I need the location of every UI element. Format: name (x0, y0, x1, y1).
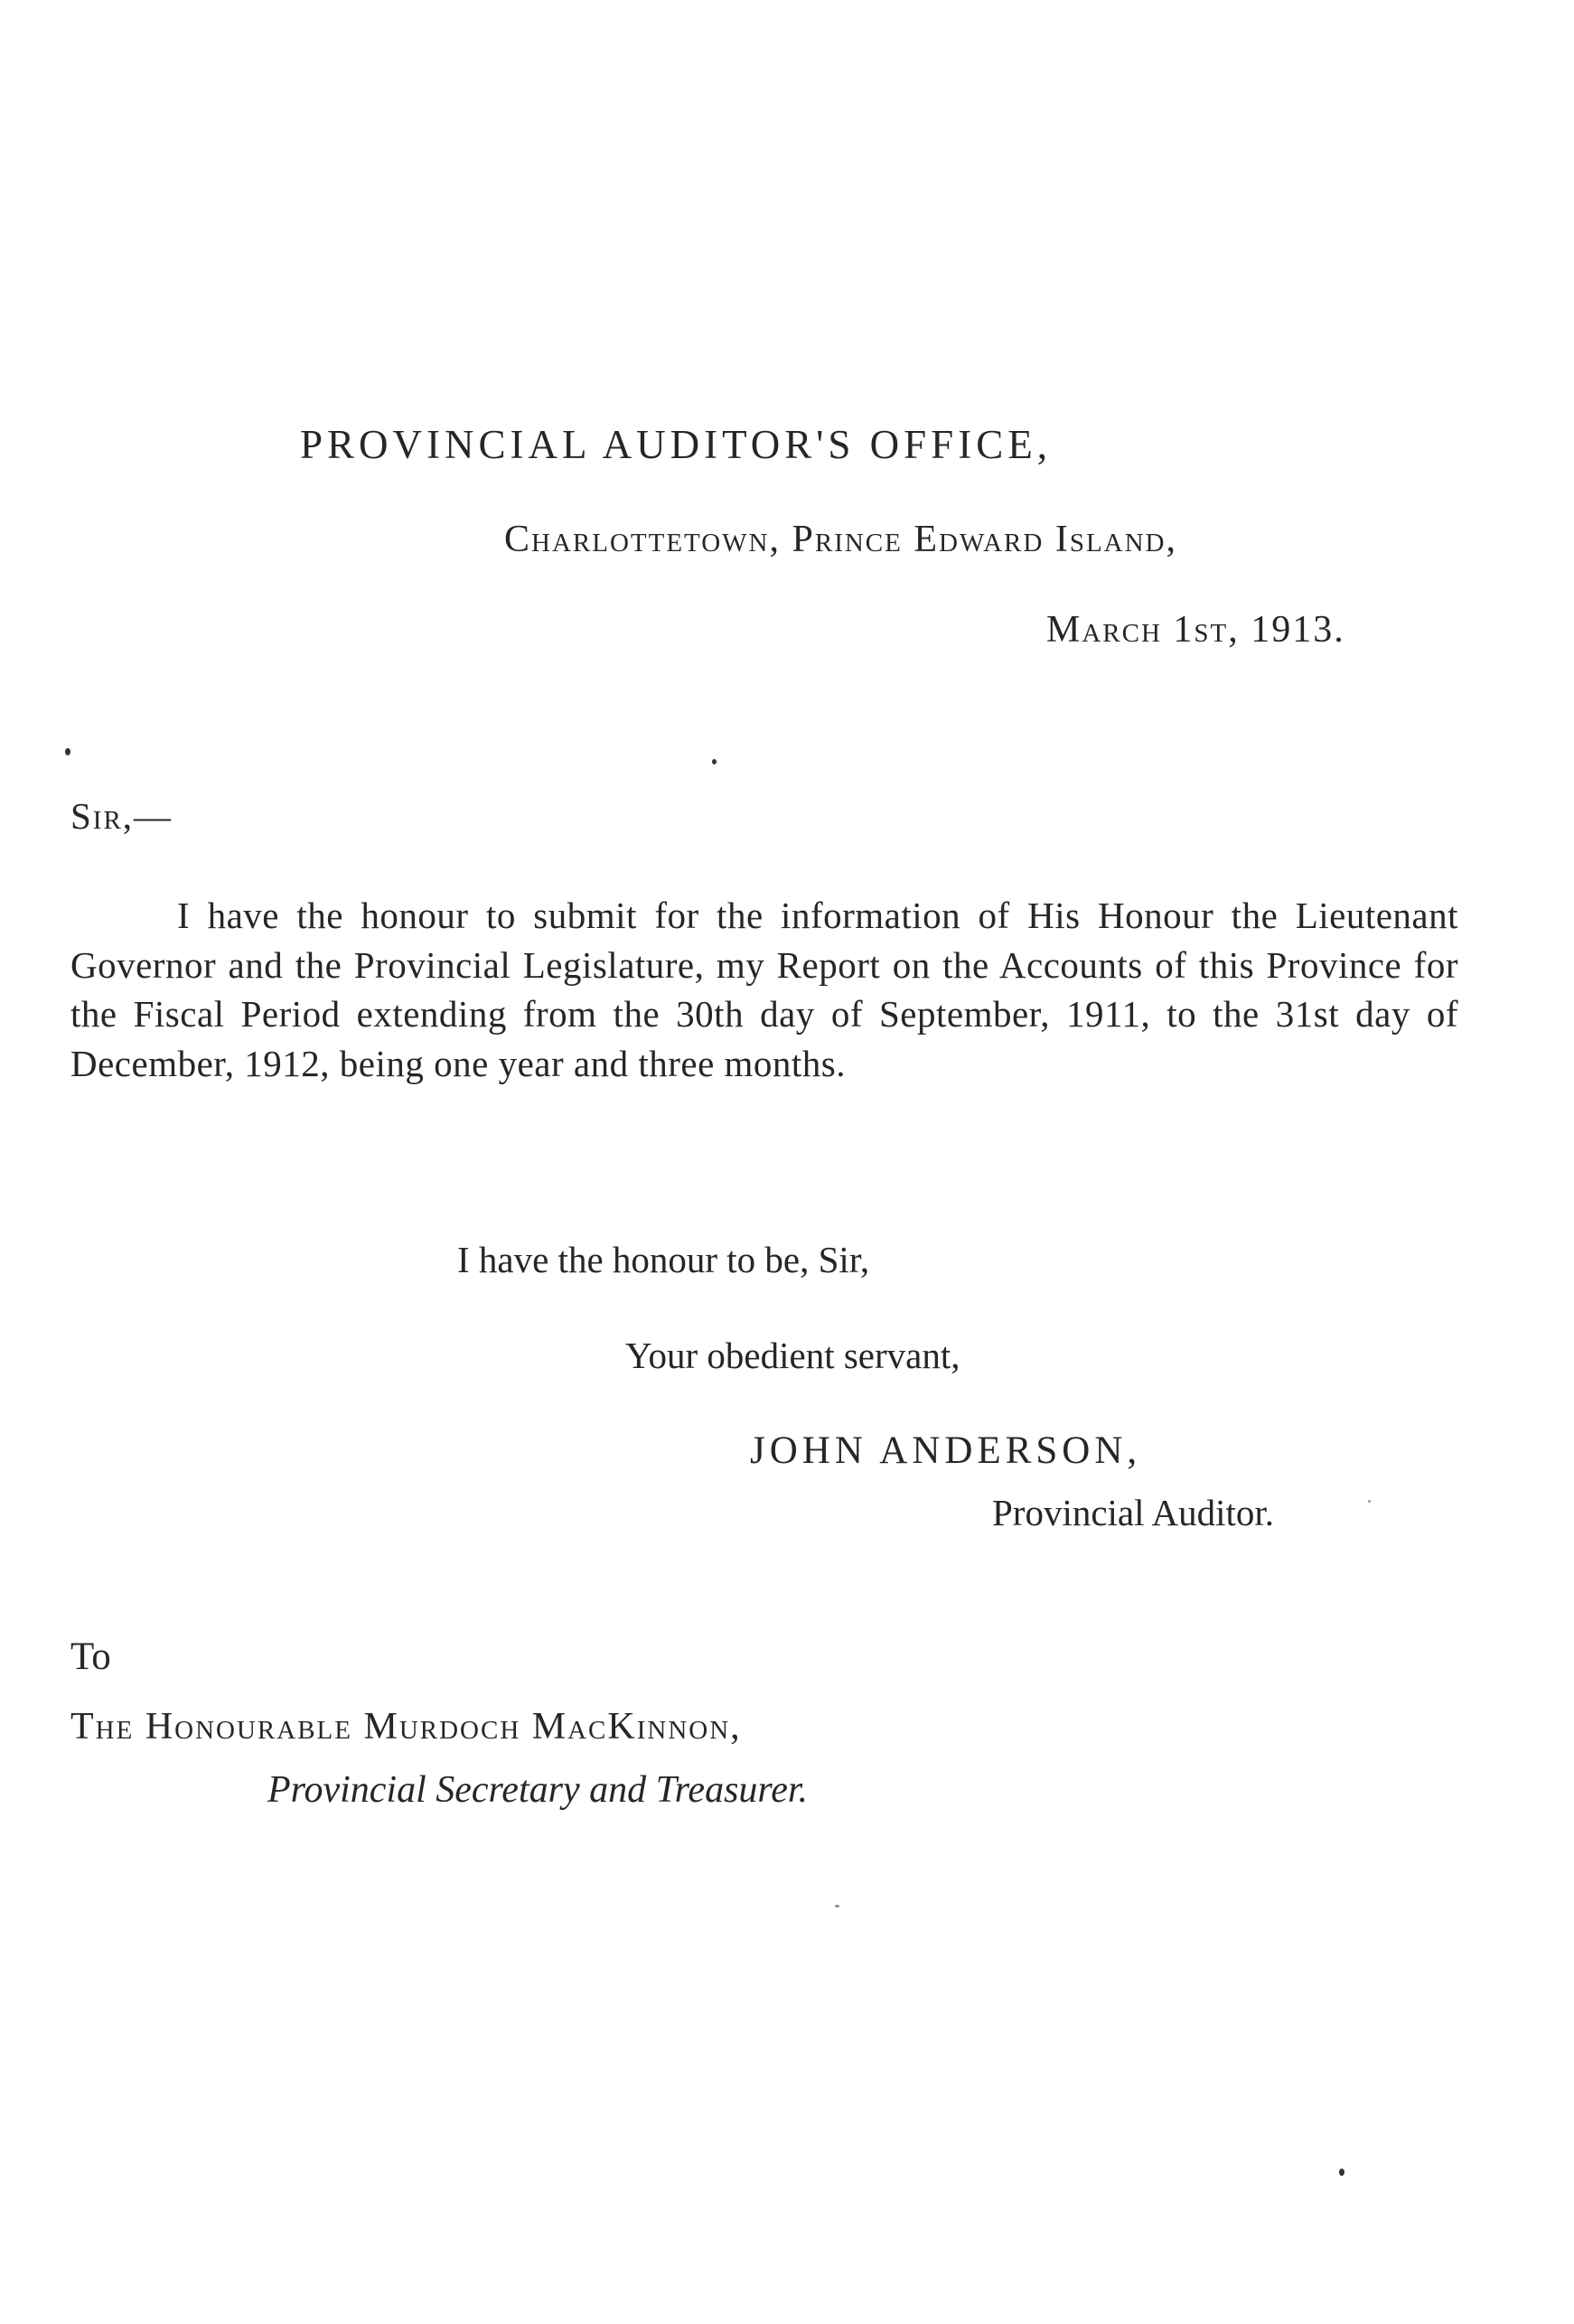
recipient-name: The Honourable Murdoch MacKinnon, (70, 1706, 742, 1748)
scan-speck (712, 759, 717, 764)
signatory-title: Provincial Auditor. (992, 1492, 1275, 1533)
body-paragraph: I have the honour to submit for the information of His Honour the Lieutenant Governor and the Provincial Legislature, my Report on the Accounts of this Province for the Fiscal Period extending from the 30th day of September, 1911, to the 31st day of December, 1912, being one year and three months. (70, 895, 1458, 1084)
salutation: Sir,— (70, 795, 173, 837)
scan-speck (1368, 1500, 1371, 1503)
closing-line-1: I have the honour to be, Sir, (457, 1239, 870, 1280)
signatory-name: JOHN ANDERSON, (750, 1429, 1142, 1472)
closing-line-2: Your obedient servant, (625, 1335, 960, 1376)
to-label: To (70, 1635, 111, 1678)
date-line: March 1st, 1913. (1046, 609, 1345, 651)
scan-speck (835, 1905, 839, 1907)
recipient-title: Provincial Secretary and Treasurer. (267, 1769, 809, 1811)
location-line: Charlottetown, Prince Edward Island, (504, 519, 1177, 560)
scan-speck (65, 748, 70, 755)
letter-body (70, 891, 1458, 1088)
scan-speck (1339, 2169, 1344, 2176)
office-heading: PROVINCIAL AUDITOR'S OFFICE, (300, 422, 1052, 467)
